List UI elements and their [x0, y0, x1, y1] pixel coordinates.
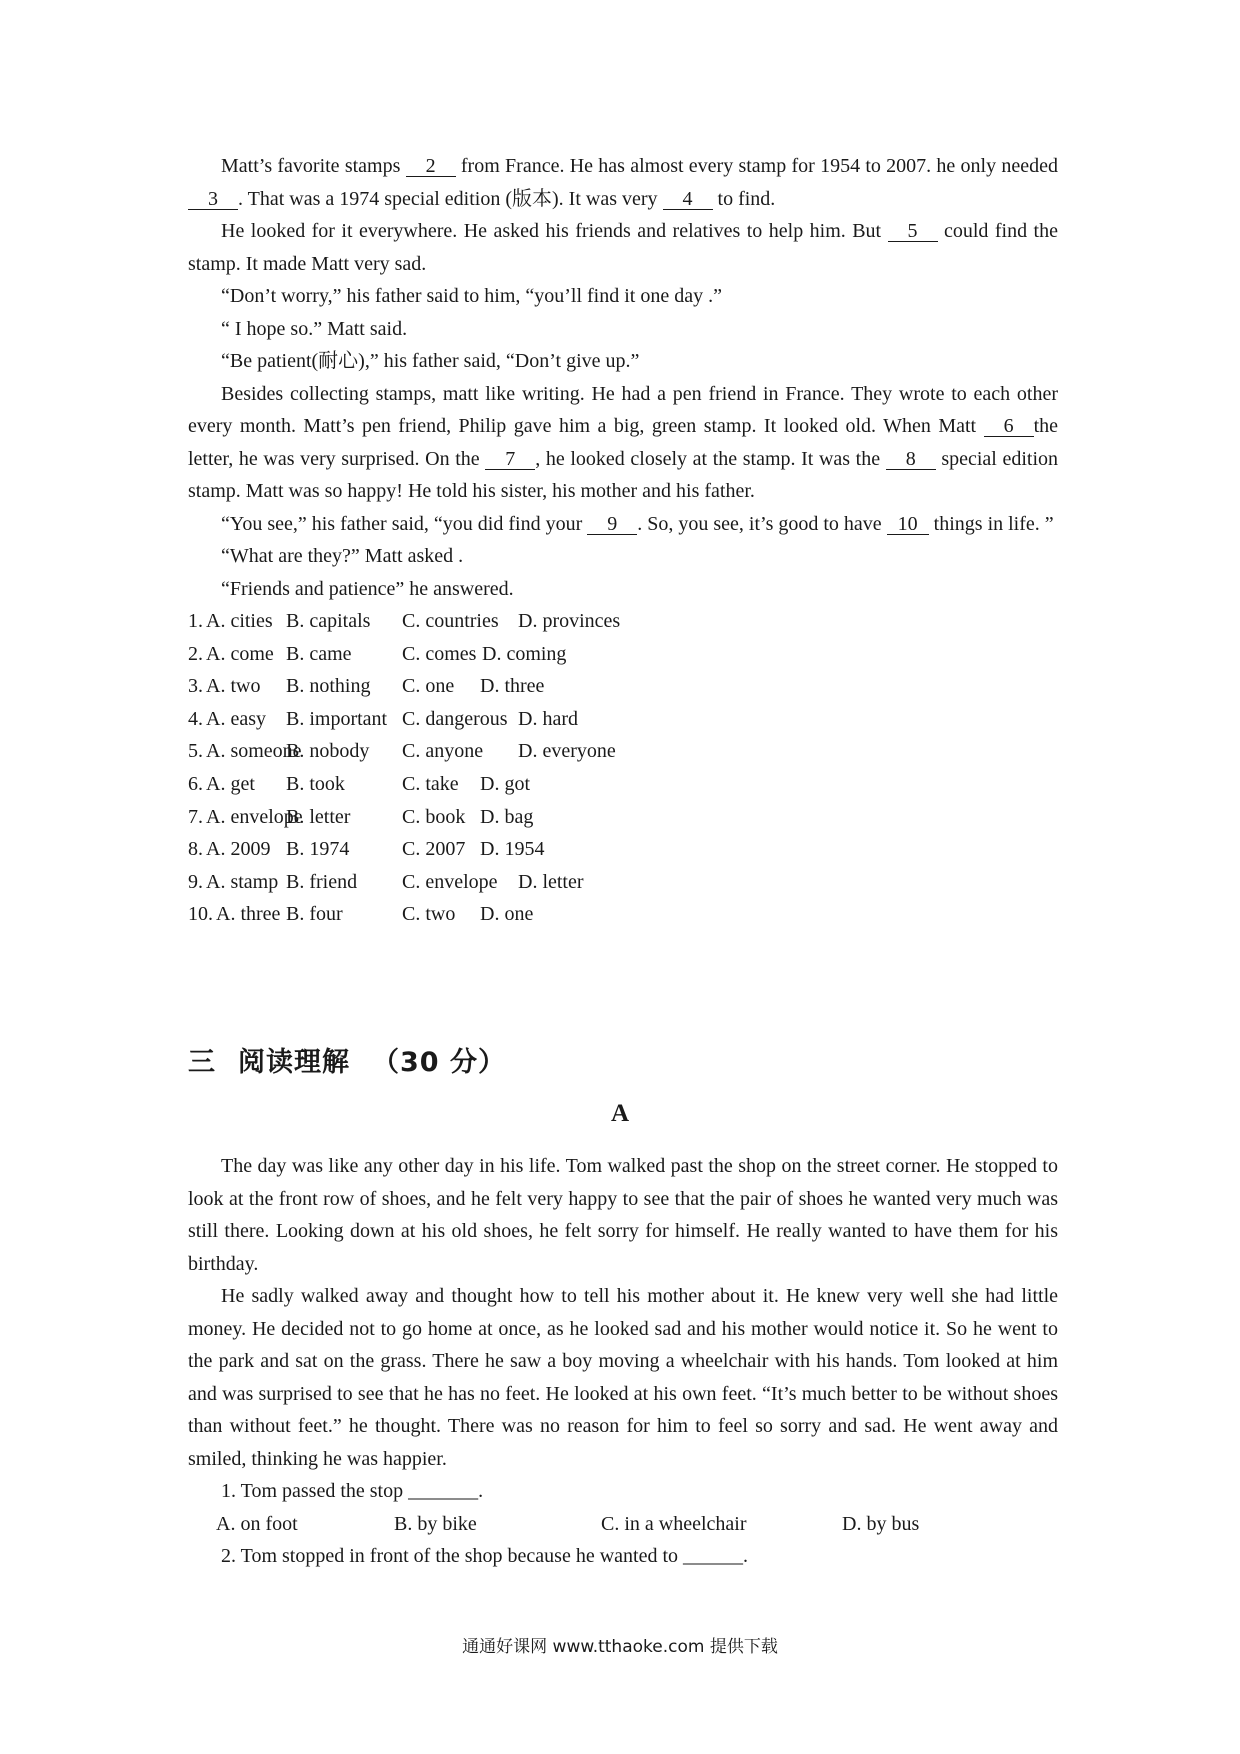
cloze-paragraph-8: “What are they?” Matt asked .: [221, 545, 464, 567]
text: to find.: [712, 187, 776, 210]
option-d: D. by bus: [842, 1512, 920, 1535]
option-b: B. took: [286, 772, 345, 795]
passage-paragraph-2: He sadly walked away and thought how to tell his mother about it. He knew very well she had little money. He decided not to go home at once, as he looked sad and his mother would notice it. So he went to the park and sat on the grass. There he saw a boy moving a wheelchair with his hands. Tom looked at him and was surprised to see that he has no feet. He looked at his own feet. “It’s much better to be without shoes than without feet.” he thought. There was no reason for him to feel so sorry and sad. He went away and smiled, thinking he was happier.: [188, 1285, 1058, 1470]
option-a: A. get: [206, 772, 255, 795]
text: things in life. ”: [928, 512, 1054, 535]
section-number: 三: [188, 1047, 216, 1078]
option-b: B. nobody: [286, 740, 370, 763]
question-number: 3.: [188, 675, 203, 698]
option-b: B. came: [286, 642, 352, 665]
option-a: A. envelope: [206, 805, 303, 828]
option-a: A. someone: [206, 740, 302, 763]
option-row: [188, 638, 1058, 671]
cloze-paragraph-3: “Don’t worry,” his father said to him, “you’ll find it one day .”: [221, 285, 722, 307]
option-a: A. stamp: [206, 870, 279, 893]
option-c: C. countries: [402, 610, 499, 632]
cloze-paragraph-6: [188, 378, 1058, 508]
text: special edition stamp. Matt was so happy! He told his sister, his mother and his father.: [188, 447, 1059, 502]
option-a: A. on foot: [216, 1512, 298, 1535]
cloze-passage: [188, 150, 1058, 931]
option-b: B. letter: [286, 805, 351, 828]
option-row: [188, 898, 1058, 931]
option-b: B. four: [286, 903, 343, 926]
option-a: A. 2009: [206, 838, 271, 861]
cloze-options: [188, 605, 1058, 931]
question-number: 6.: [188, 772, 203, 795]
text: Matt’s favorite stamps: [221, 155, 406, 177]
blank-3: 3: [188, 189, 238, 210]
option-c: C. envelope: [402, 870, 498, 893]
option-row: [188, 866, 1058, 899]
page-footer: 通通好课网 www.tthaoke.com 提供下载: [462, 1637, 778, 1657]
text: could find the stamp. It made Matt very sad.: [188, 220, 1058, 275]
option-c: C. two: [402, 903, 456, 926]
passage-letter: A: [610, 1100, 630, 1127]
option-b: B. important: [286, 707, 388, 730]
text: “You see,” his father said, “you did find your: [221, 512, 588, 535]
question-number: 10.: [188, 903, 213, 926]
option-d: D. 1954: [480, 838, 545, 861]
section-heading: [188, 1040, 506, 1079]
question-2: 2. Tom stopped in front of the shop because he wanted to ______.: [221, 1545, 749, 1567]
text: , he looked closely at the stamp. It was the: [535, 447, 886, 470]
option-c: C. book: [402, 805, 466, 828]
option-c: C. in a wheelchair: [601, 1512, 747, 1535]
question-number: 8.: [188, 838, 203, 861]
blank-2: 2: [406, 156, 456, 177]
option-row: [188, 768, 1058, 801]
cloze-paragraph-9: “Friends and patience” he answered.: [221, 577, 514, 600]
option-b: B. nothing: [286, 675, 371, 698]
blank-6: 6: [984, 416, 1034, 437]
option-d: D. got: [480, 772, 530, 795]
option-a: A. two: [206, 675, 261, 698]
reading-passage: [188, 1150, 1058, 1573]
cloze-paragraph-4: “ I hope so.” Matt said.: [221, 317, 408, 340]
cloze-paragraph-7: [188, 508, 1058, 541]
option-a: A. three: [216, 903, 281, 926]
option-row: [188, 605, 1058, 638]
text: He looked for it everywhere. He asked his friends and relatives to help him. But: [221, 220, 888, 242]
option-b: B. friend: [286, 870, 358, 893]
cloze-paragraph-2: [188, 215, 1058, 280]
question-number: 9.: [188, 870, 203, 893]
question-number: 7.: [188, 805, 203, 828]
option-a: A. come: [206, 642, 274, 665]
passage-paragraph-1: The day was like any other day in his life. Tom walked past the shop on the street corner. He stopped to look at the front row of shoes, and he felt very happy to see that the pair of shoes he wanted very much was still there. Looking down at his old shoes, he felt sorry for himself. He really wanted to have them for his birthday.: [188, 1155, 1058, 1275]
blank-4: 4: [663, 189, 713, 210]
text: . So, you see, it’s good to have: [637, 512, 887, 535]
option-row: [188, 703, 1058, 736]
option-b: B. capitals: [286, 610, 371, 632]
blank-8: 8: [886, 449, 936, 470]
option-c: C. one: [402, 675, 455, 698]
text: Besides collecting stamps, matt like writing. He had a pen friend in France. They wrote to each other every month. Matt’s pen friend, Philip gave him a big, green stamp. It looked old. When Matt: [188, 382, 1058, 437]
option-d: D. hard: [518, 707, 578, 730]
option-d: D. letter: [518, 870, 584, 893]
text: the letter, he was very surprised. On the: [188, 415, 1058, 470]
option-c: C. take: [402, 772, 459, 795]
option-c: C. anyone: [402, 740, 484, 763]
question-1-options: [188, 1508, 1058, 1541]
blank-10: 10: [887, 514, 929, 535]
option-a: A. easy: [206, 707, 266, 730]
option-a: A. cities: [206, 610, 273, 632]
option-d: D. bag: [480, 805, 534, 828]
option-d: D. three: [480, 675, 545, 698]
option-d: D. everyone: [518, 740, 616, 763]
blank-9: 9: [587, 514, 637, 535]
option-c: C. dangerous: [402, 707, 508, 730]
option-row: [188, 801, 1058, 834]
option-b: B. 1974: [286, 838, 350, 861]
option-d: D. coming: [482, 642, 567, 665]
section-title: 阅读理解: [238, 1047, 350, 1078]
question-number: 1.: [188, 610, 203, 632]
blank-5: 5: [888, 221, 938, 242]
option-b: B. by bike: [394, 1512, 477, 1535]
question-1: 1. Tom passed the stop _______.: [221, 1480, 484, 1502]
option-c: C. 2007: [402, 838, 466, 861]
question-number: 2.: [188, 642, 203, 665]
text: from France. He has almost every stamp for 1954 to 2007. he only needed: [455, 155, 1058, 177]
option-c: C. comes: [402, 642, 477, 665]
cloze-paragraph-5: “Be patient(耐心),” his father said, “Don’t give up.”: [221, 350, 640, 372]
option-row: [188, 833, 1058, 866]
cloze-paragraph-1: [188, 150, 1058, 215]
option-row: [188, 735, 1058, 768]
text: . That was a 1974 special edition (版本). It was very: [238, 187, 663, 210]
option-row: [188, 670, 1058, 703]
question-number: 4.: [188, 707, 203, 730]
section-score: （30 分）: [372, 1047, 506, 1078]
option-d: D. provinces: [518, 610, 621, 632]
blank-7: 7: [485, 449, 535, 470]
question-number: 5.: [188, 740, 203, 763]
option-d: D. one: [480, 903, 534, 926]
